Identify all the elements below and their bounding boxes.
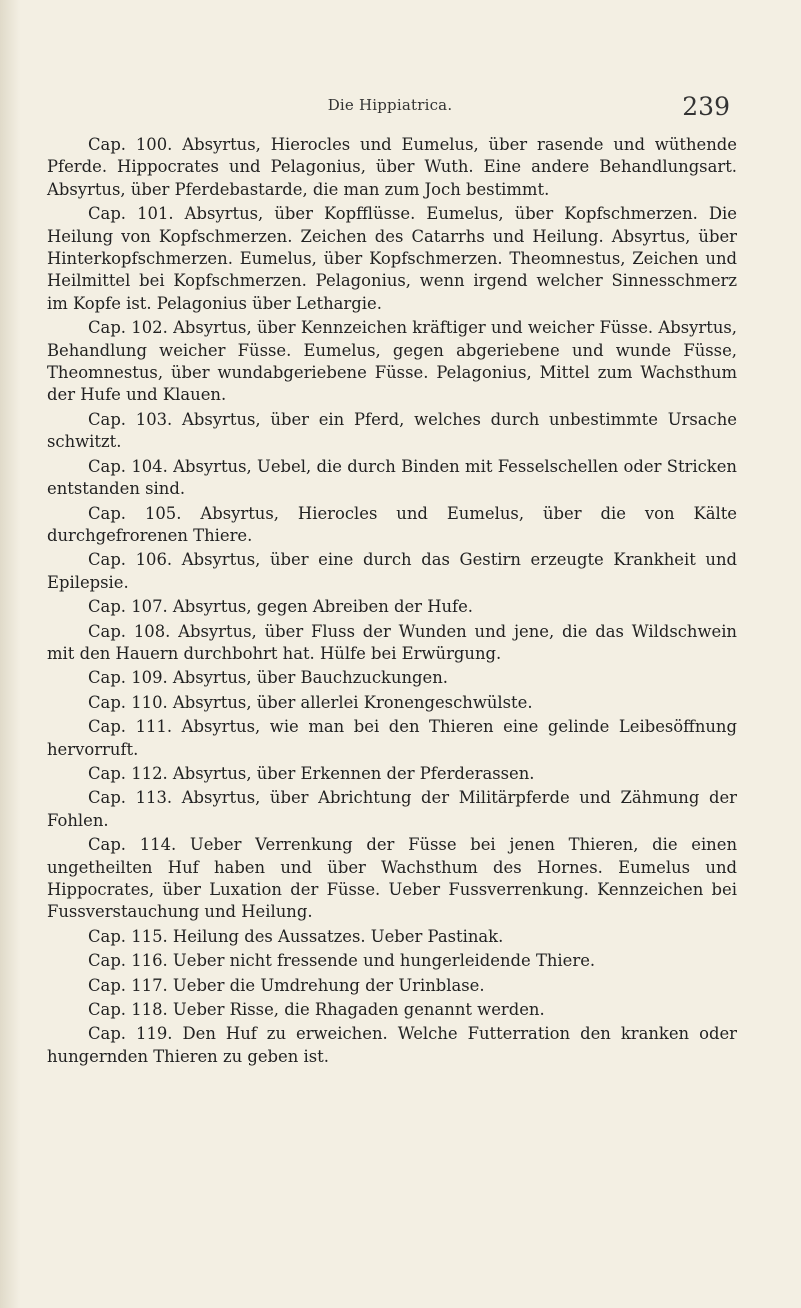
chapter-entry-106: Cap. 106. Absyrtus, über eine durch das Gestirn erzeugte Krankheit und Epilepsie. <box>47 550 737 592</box>
chapter-entry-108: Cap. 108. Absyrtus, über Fluss der Wunden und jene, die das Wildschwein mit den Hauern durchbohrt hat. Hülfe bei Erwürgung. <box>47 621 737 663</box>
chapter-entry-117: Cap. 117. Ueber die Umdrehung der Urinblase. <box>88 975 485 995</box>
page-edge-shadow <box>0 0 20 1308</box>
chapter-entry-114: Cap. 114. Ueber Verrenkung der Füsse bei jenen Thieren, die einen ungetheilten Huf haben und über Wachsthum des Hornes. Eumelus und Hippocrates, über Luxation der Füsse. Ueber Fussverrenkung. Kennzeichen bei Fussverstauchung und Heilung. <box>47 835 737 922</box>
chapter-entry-105: Cap. 105. Absyrtus, Hierocles und Eumelus, über die von Kälte durchgefrorenen Thiere. <box>47 503 737 545</box>
page-number: 239 <box>682 92 730 121</box>
chapter-entry-116: Cap. 116. Ueber nicht fressende und hungerleidende Thiere. <box>88 951 596 971</box>
chapter-entry-100: Cap. 100. Absyrtus, Hierocles und Eumelus, über rasende und wüthende Pferde. Hippocrates und Pelagonius, über Wuth. Eine andere Behandlungsart. Absyrtus, über Pferdebastarde, die man zum Joch bestimmt. <box>47 135 737 199</box>
chapter-entry-101: Cap. 101. Absyrtus, über Kopfflüsse. Eumelus, über Kopfschmerzen. Die Heilung von Kopfschmerzen. Zeichen des Catarrhs und Heilung. Absyrtus, über Hinterkopfschmerzen. Eumelus, über Kopfschmerzen. Theomnestus, Zeichen und Heilmittel bei Kopfschmerzen. Pelagonius, wenn irgend welcher Sinnesschmerz im Kopfe ist. Pelagonius über Lethargie. <box>47 204 737 313</box>
chapter-entry-112: Cap. 112. Absyrtus, über Erkennen der Pferderassen. <box>88 763 535 783</box>
chapter-entry-104: Cap. 104. Absyrtus, Uebel, die durch Binden mit Fesselschellen oder Stricken entstanden sind. <box>47 456 737 499</box>
chapter-entry-110: Cap. 110. Absyrtus, über allerlei Kronengeschwülste. <box>88 692 533 712</box>
chapter-entry-113: Cap. 113. Absyrtus, über Abrichtung der Militärpferde und Zähmung der Fohlen. <box>47 788 737 830</box>
chapter-entry-115: Cap. 115. Heilung des Aussatzes. Ueber Pastinak. <box>88 926 504 946</box>
chapter-entry-119: Cap. 119. Den Huf zu erweichen. Welche Futterration den kranken oder hungernden Thieren zu geben ist. <box>47 1024 737 1066</box>
chapter-entry-102: Cap. 102. Absyrtus, über Kennzeichen kräftiger und weicher Füsse. Absyrtus, Behandlung weicher Füsse. Eumelus, gegen abgeriebene und wunde Füsse, Theomnestus, über wundabgeriebene Füsse. Pelagonius, Mittel zum Wachsthum der Hufe und Klauen. <box>47 318 737 405</box>
chapter-entry-107: Cap. 107. Absyrtus, gegen Abreiben der Hufe. <box>88 597 474 617</box>
chapter-entry-111: Cap. 111. Absyrtus, wie man bei den Thieren eine gelinde Leibesöffnung hervorruft. <box>47 717 737 759</box>
chapter-entry-103: Cap. 103. Absyrtus, über ein Pferd, welches durch unbestimmte Ursache schwitzt. <box>47 409 737 452</box>
chapter-entry-109: Cap. 109. Absyrtus, über Bauchzuckungen. <box>88 668 449 688</box>
page-header <box>50 92 730 132</box>
chapter-list <box>47 134 737 1068</box>
running-title: Die Hippiatrica. <box>327 96 453 114</box>
chapter-entry-118: Cap. 118. Ueber Risse, die Rhagaden genannt werden. <box>88 1000 545 1020</box>
